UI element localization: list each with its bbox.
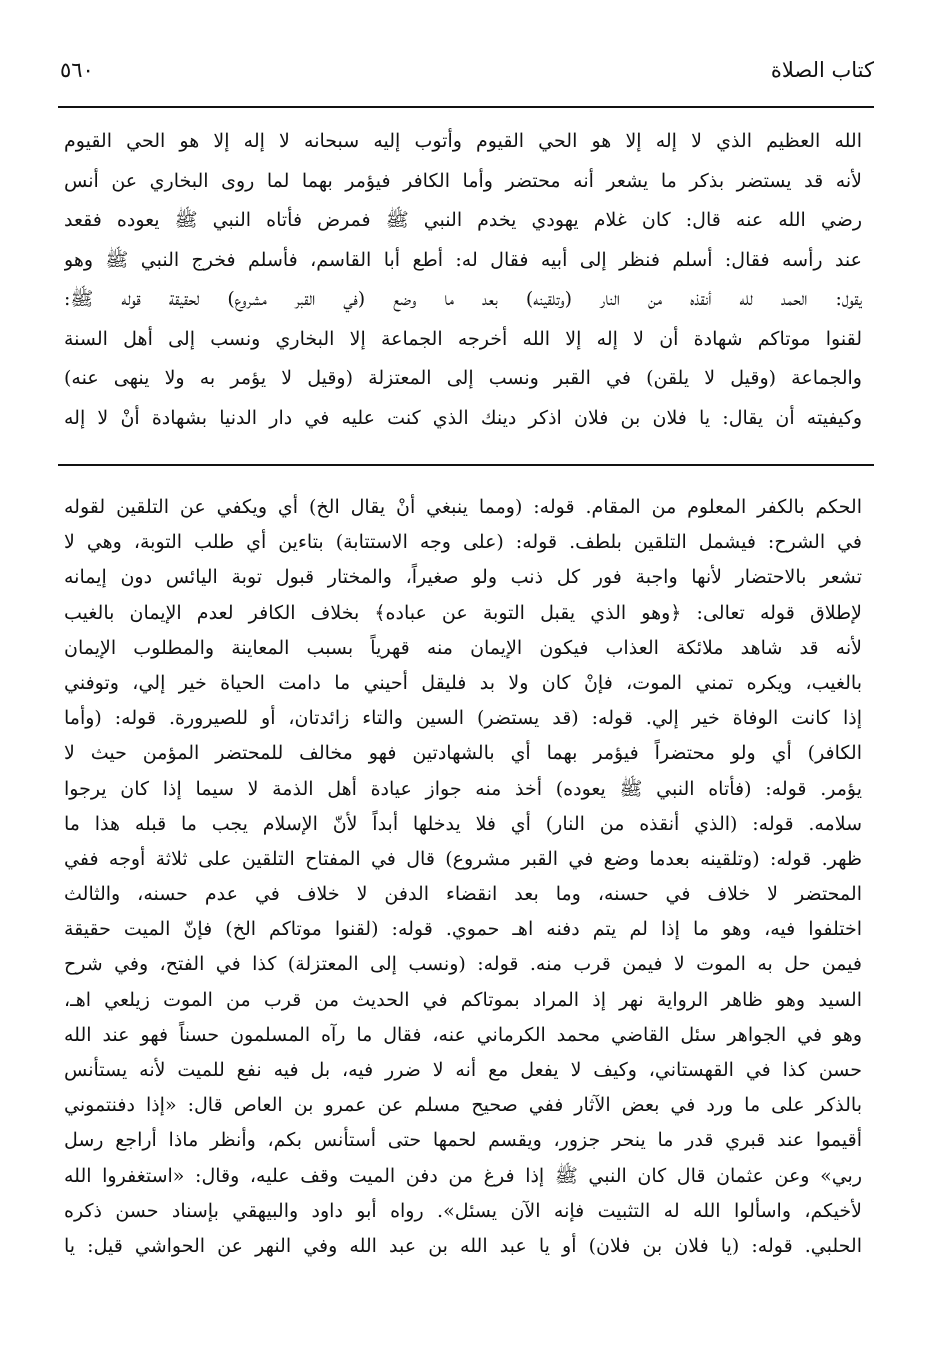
main-text-line: الله العظيم الذي لا إله إلا هو الحي القيوم وأتوب إليه سبحانه لا إله إلا هو الحي القيوم	[64, 130, 862, 152]
commentary-line: إذا كانت الوفاة خير إلي. قوله: (قد يستضر) السين والتاء زائدتان، أو للصيرورة. قوله: (وأما	[64, 707, 862, 730]
main-text-block	[64, 122, 862, 438]
commentary-line: المحتضر لا خلاف في حسنه، وما بعد انقضاء الدفن لا خلاف في عدم حسنه، والثالث	[64, 883, 862, 906]
running-title: كتاب الصلاة	[770, 58, 874, 82]
main-text-line: والجماعة (وقيل لا يلقن) في القبر ونسب إلى المعتزلة (وقيل لا يؤمر به ولا ينهى عنه)	[64, 367, 862, 389]
commentary-block	[64, 490, 862, 1264]
page-number: ٥٦٠	[60, 58, 94, 82]
commentary-line: تشعر بالاحتضار لأنها واجبة فور كل ذنب ولو صغيراً، والمختار قبول توبة اليائس دون إيمانه	[64, 566, 862, 589]
commentary-line: لإطلاق قوله تعالى: ﴿وهو الذي يقبل التوبة عن عباده﴾ بخلاف الكافر لعدم الإيمان بالغيب	[64, 601, 862, 624]
commentary-line: يؤمر. قوله: (فأتاه النبي ﷺ يعوده) أخذ منه جواز عيادة أهل الذمة لا سيما إذا كان يرجوا	[64, 777, 862, 800]
header-divider	[58, 106, 874, 108]
commentary-line: أقيموا عند قبري قدر ما ينحر جزور، ويقسم لحمها حتى أستأنس بكم، وأنظر ماذا أراجع رسل	[64, 1129, 862, 1152]
commentary-line: الكافر) أي ولو محتضراً فيؤمر بهما أي بالشهادتين فهو مخالف للمحتضر المؤمن حيث لا	[64, 742, 862, 765]
commentary-line: لأنه قد شاهد ملائكة العذاب فيكون الإيمان منه قهرياً بسبب المعاينة والمطلوب الإيمان	[64, 636, 862, 659]
commentary-line: حسن كذا في القهستاني، وكيف لا يفعل مع أنه لا ضرر فيه، بل فيه نفع للميت لأنه يستأنس	[64, 1059, 862, 1081]
text-commentary-divider	[58, 464, 874, 466]
main-text-line: وكيفيته أن يقال: يا فلان بن فلان اذكر دينك الذي كنت عليه في دار الدنيا بشهادة أنْ لا إله	[64, 406, 862, 429]
main-text-line: لأنه قد يستضر بذكر ما يشعر أنه محتضر وأما الكافر فيؤمر بهما لما روى البخاري عن أنس	[64, 169, 862, 192]
main-text-line: يقول: الحمد لله أنقذه من النار (وتلقينه) بعد ما وضع (في القبر مشروع) لحقيقة قوله ﷺ:	[64, 288, 862, 310]
commentary-line: سلامه. قوله: (الذي أنقذه من النار) أي فلا يدخلها أبداً لأنّ الإسلام يجب ما قبله هذا ما	[64, 812, 862, 835]
commentary-line: ظهر. قوله: (وتلقينه بعدما وضع في القبر مشروع) قال في المفتاح التلقين على ثلاثة أوجه ففي	[64, 847, 862, 870]
commentary-line: لأخيكم، واسألوا الله له التثبيت فإنه الآن يسئل». رواه أبو داود والبيهقي بإسناد حسن ذكره	[64, 1199, 862, 1222]
commentary-line: السيد وهو ظاهر الرواية نهر إذ المراد بموتاكم في الحديث من قرب من الموت زيلعي اهـ،	[64, 988, 862, 1011]
main-text-line: لقنوا موتاكم شهادة أن لا إله إلا الله أخرجه الجماعة إلا البخاري ونسب إلى أهل السنة	[64, 327, 862, 350]
commentary-line: بالغيب، ويكره تمني الموت، فإنْ كان ولا بد فليقل أحيني ما دامت الحياة خير إلي، وتوفني	[64, 671, 862, 694]
main-text-line: رضي الله عنه قال: كان غلام يهودي يخدم النبي ﷺ فمرض فأتاه النبي ﷺ يعوده فقعد	[64, 209, 862, 231]
commentary-line: الحكم بالكفر المعلوم من المقام. قوله: (ومما ينبغي أنْ يقال الخ) أي ويكفي عن التلقين لقوله	[64, 496, 862, 518]
page-header	[60, 56, 874, 96]
commentary-line: بالذكر على ما ورد في بعض الآثار ففي صحيح مسلم عن عمرو بن العاص قال: «إذا دفنتموني	[64, 1094, 862, 1117]
main-text-line: عند رأسه فقال: أسلم فنظر إلى أبيه فقال له: أطع أبا القاسم، فأسلم فخرج النبي ﷺ وهو	[64, 248, 862, 271]
commentary-line: في الشرح: فيشمل التلقين بلطف. قوله: (على وجه الاستتابة) بتاءين أي طلب التوبة، وهي لا	[64, 531, 862, 554]
commentary-line: وهو في الجواهر سئل القاضي محمد الكرماني عنه، فقال ما رآه المسلمون حسناً فهو عند الله	[64, 1023, 862, 1046]
commentary-line: ربي» وعن عثمان قال كان النبي ﷺ إذا فرغ من دفن الميت وقف عليه، وقال: «استغفروا الله	[64, 1164, 862, 1187]
commentary-line: الحلبي. قوله: (يا فلان بن فلان) أو يا عبد الله بن عبد الله وفي النهر عن الحواشي قيل: يا	[64, 1234, 862, 1257]
commentary-line: اختلفوا فيه، وهو ما إذا لم يتم دفنه اهـ حموي. قوله: (لقنوا موتاكم الخ) فإنّ الميت حقيقة	[64, 918, 862, 941]
commentary-line: فيمن حل به الموت لا فيمن قرب منه. قوله: (ونسب إلى المعتزلة) كذا في الفتح، وفي شرح	[64, 953, 862, 976]
